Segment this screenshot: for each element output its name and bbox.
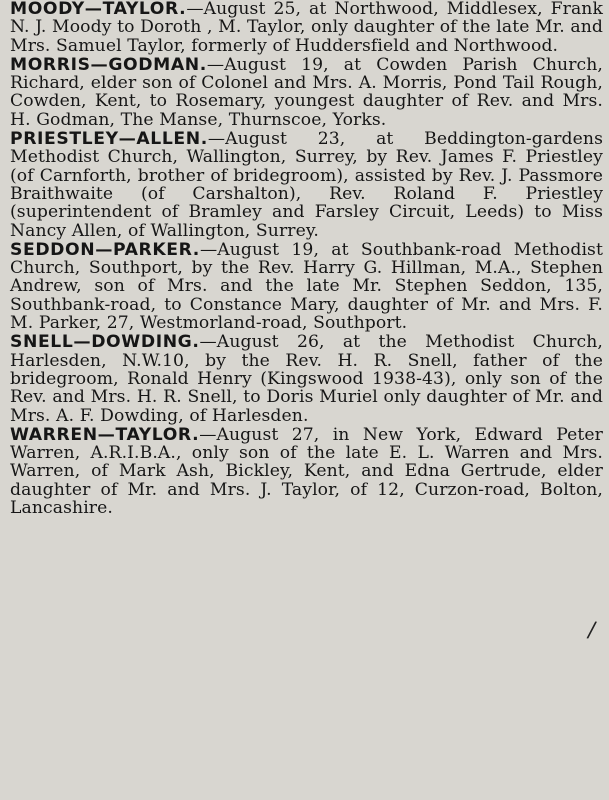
announcement-names: MORRIS—GODMAN. bbox=[10, 54, 207, 75]
announcement-seddon-parker bbox=[10, 241, 603, 332]
announcement-snell-dowding bbox=[10, 333, 603, 424]
announcement-warren-taylor bbox=[10, 426, 603, 517]
announcement-names: MOODY—TAYLOR. bbox=[10, 0, 187, 19]
announcement-morris-godman bbox=[10, 56, 603, 129]
announcement-names: WARREN—TAYLOR. bbox=[10, 424, 200, 445]
announcement-priestley-allen bbox=[10, 130, 603, 240]
announcement-text: —August 19, at Southbank-road Methodist Church, Southport, by the Rev. Harry G. Hillman, M.A., Stephen Andrew, son of Mrs. and the late Mr. Stephen Seddon, 135, Southbank-road, to Constance Mary, daughter of Mr. and Mrs. F. M. Parker, 27, Westmorland-road, Southport. bbox=[10, 239, 603, 334]
announcement-names: SNELL—DOWDING. bbox=[10, 332, 200, 353]
announcement-text: —August 26, at the Methodist Church, Harlesden, N.W.10, by the Rev. H. R. Snell, father of the bridegroom, Ronald Henry (Kingswood 1938-43), only son of the Rev. and Mrs. H. R. Snell, to Doris Muriel only daughter of Mr. and Mrs. A. F. Dowding, of Harlesden. bbox=[10, 332, 603, 426]
announcement-text: —August 23, at Beddington-gardens Methodist Church, Wallington, Surrey, by Rev. James F. Priestley (of Carnforth, brother of bridegroom), assisted by Rev. J. Passmore Braithwaite (of Carshalton), Rev. Roland F. Priestley (superintendent of Bramley and Farsley Circuit, Leeds) to Miss Nancy Allen, of Wallington, Surrey. bbox=[10, 129, 603, 241]
announcement-text: —August 25, at Northwood, Middlesex, Frank N. J. Moody to Doroth , M. Taylor, only daughter of the late Mr. and Mrs. Samuel Taylor, formerly of Huddersfield and Northwood. bbox=[10, 0, 603, 56]
announcement-text: —August 27, in New York, Edward Peter Warren, A.R.I.B.A., only son of the late E. L. Warren and Mrs. Warren, of Mark Ash, Bickley, Kent, and Edna Gertrude, elder daughter of Mr. and Mrs. J. Taylor, of 12, Curzon-road, Bolton, Lancashire. bbox=[10, 424, 603, 519]
pencil-margin-mark: / bbox=[585, 617, 598, 644]
announcement-names: PRIESTLEY—ALLEN. bbox=[10, 129, 208, 150]
announcement-names: SEDDON—PARKER. bbox=[10, 239, 200, 260]
announcement-text: —August 19, at Cowden Parish Church, Richard, elder son of Colonel and Mrs. A. Morris, Pond Tail Rough, Cowden, Kent, to Rosemary, youngest daughter of Rev. and Mrs. H. Godman, The Manse, Thurnscoe, Yorks. bbox=[10, 54, 603, 130]
announcement-moody-taylor bbox=[10, 0, 603, 55]
